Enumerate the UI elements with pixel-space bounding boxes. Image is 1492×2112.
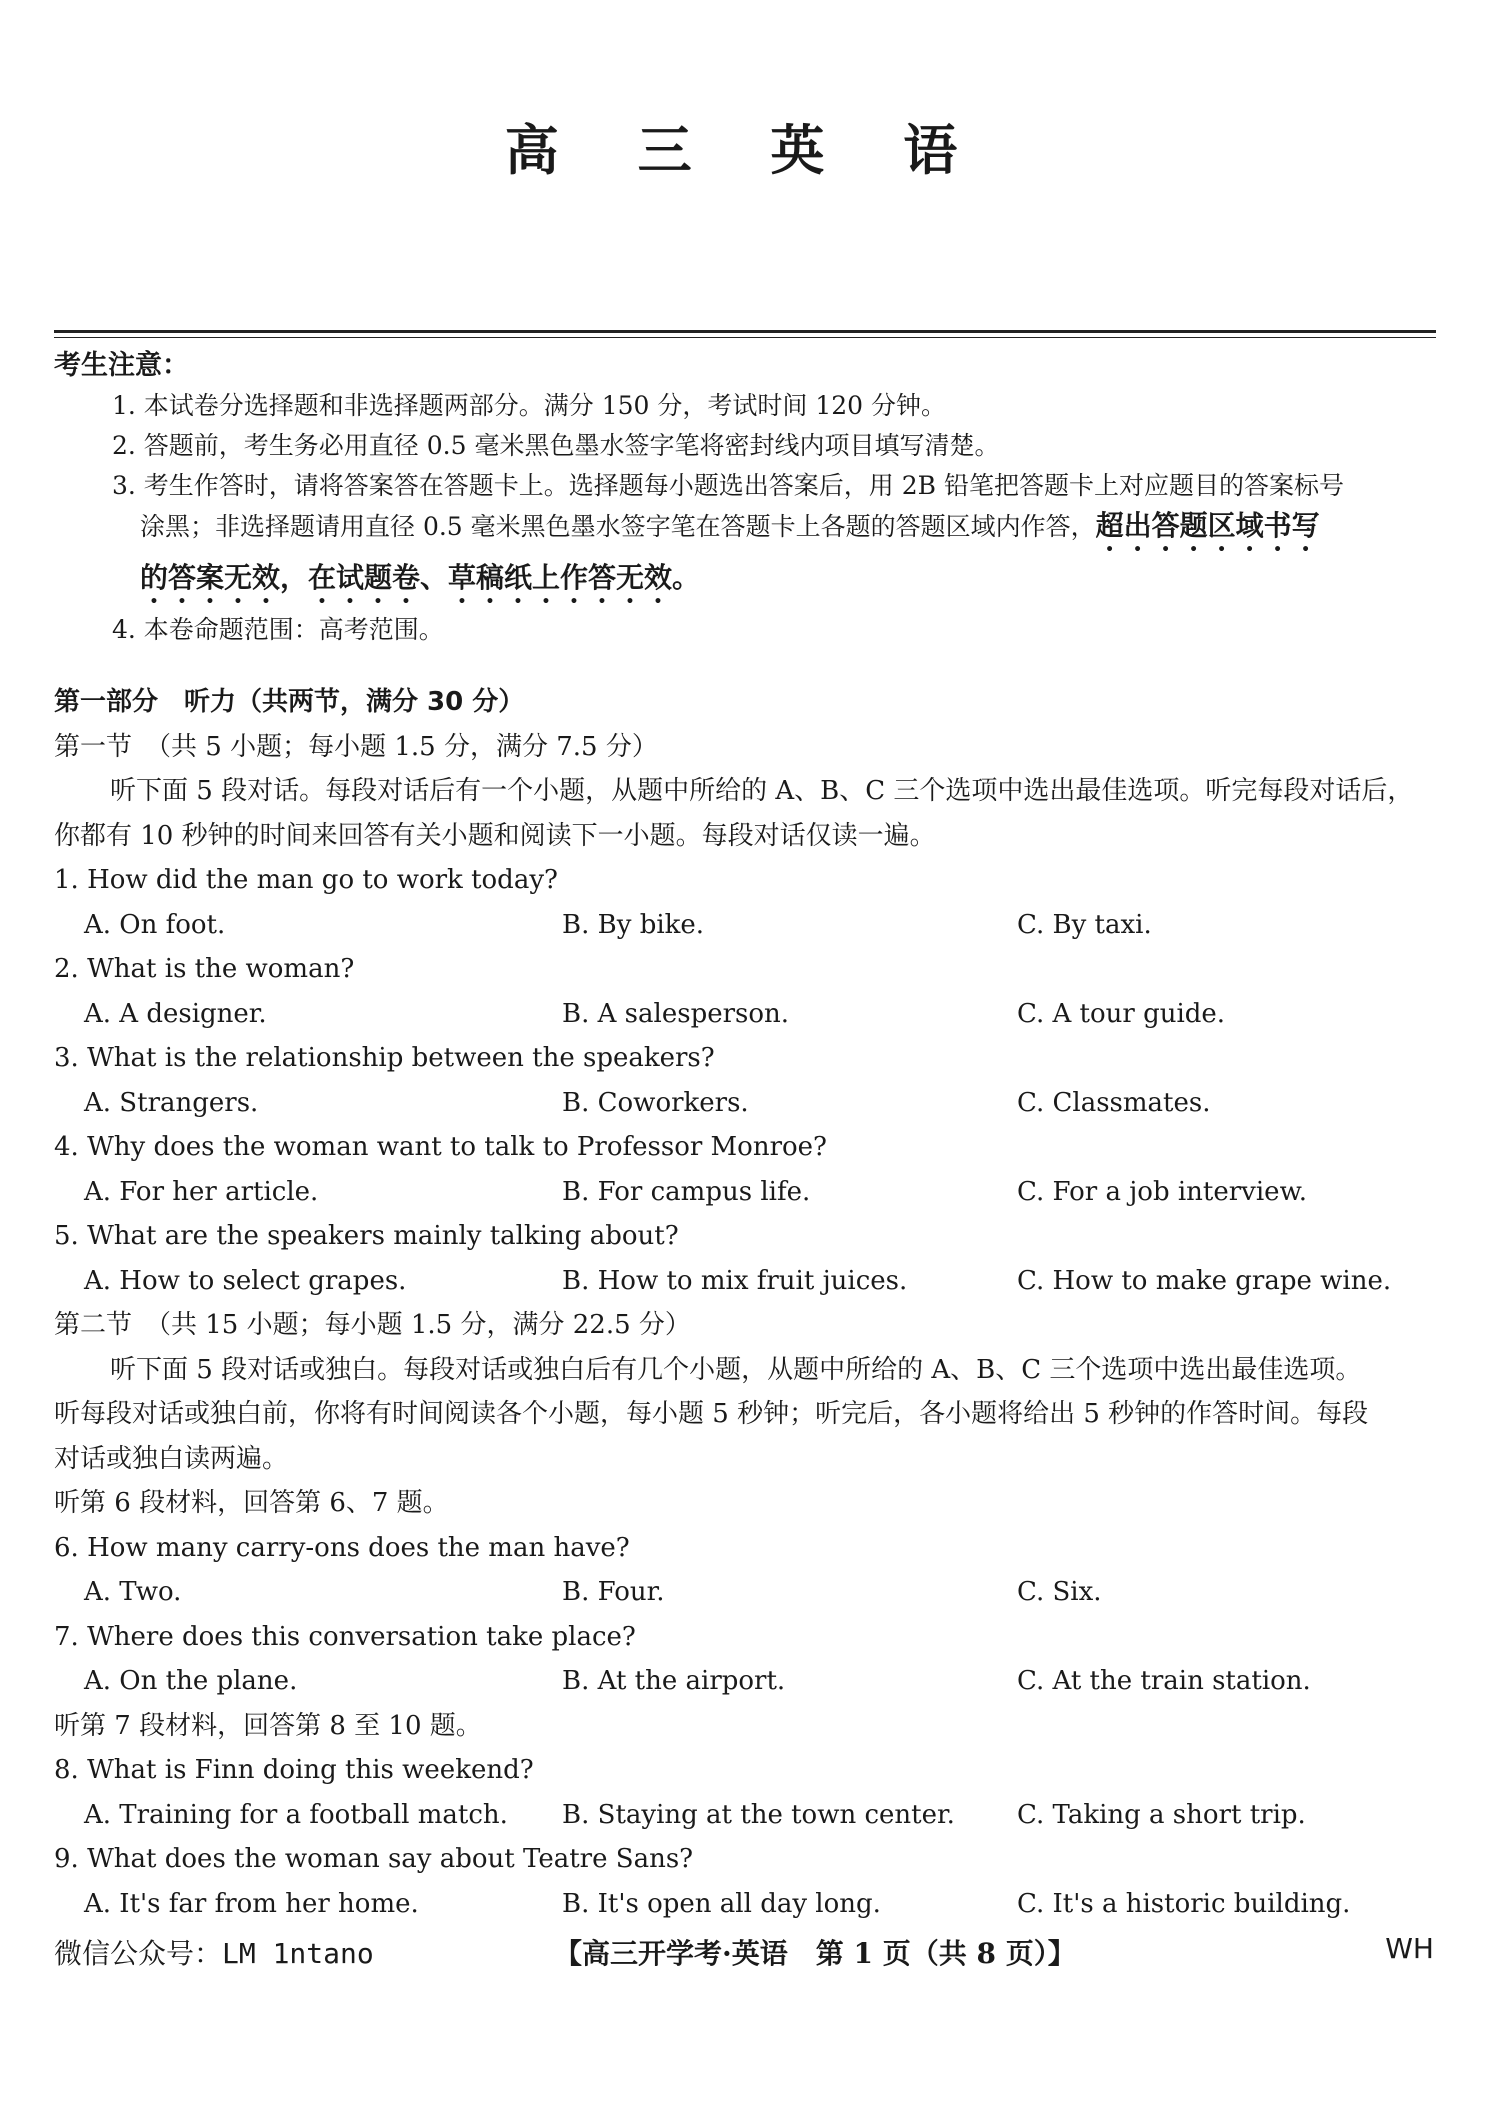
option-a: A. On foot. [84,909,226,940]
question-8 [54,1748,1444,1837]
section2-title: 第二节 （共 15 小题；每小题 1.5 分，满分 22.5 分） [54,1310,691,1340]
notice-item-3-warning-2: 的答案无效，在试题卷、草稿纸上作答无效。 [140,561,701,594]
notice-item-3-cont [54,506,1444,558]
question-text: 4. Why does the woman want to talk to Professor Monroe? [54,1132,827,1162]
options-row [54,903,1444,948]
option-b: B. It's open all day long. [562,1888,881,1919]
options-row [54,1259,1444,1304]
question-7 [54,1615,1444,1704]
material-7-heading: 听第 7 段材料，回答第 8 至 10 题。 [54,1710,482,1741]
question-text: 2. What is the woman? [54,954,355,984]
options-row [54,1882,1444,1927]
notice-item-2: 2. 答题前，考生务必用直径 0.5 毫米黑色墨水签字笔将密封线内项目填写清楚。 [112,431,1000,460]
options-row [54,1570,1444,1615]
question-text: 3. What is the relationship between the speakers? [54,1043,715,1073]
options-row [54,1170,1444,1215]
exam-code: WH [1385,1932,1434,1965]
question-text: 6. How many carry-ons does the man have? [54,1532,630,1563]
question-9 [54,1837,1444,1926]
option-c: C. How to make grape wine. [1017,1265,1392,1296]
page-title: 高 三 英 语 [504,118,988,182]
option-a: A. How to select grapes. [84,1265,407,1296]
question-text: 9. What does the woman say about Teatre Sans? [54,1844,694,1874]
option-c: C. By taxi. [1017,909,1152,940]
option-b: B. A salesperson. [562,998,790,1029]
section1-title: 第一节 （共 5 小题；每小题 1.5 分，满分 7.5 分） [54,731,658,762]
question-3 [54,1036,1444,1125]
option-b: B. At the airport. [562,1666,786,1696]
question-text: 7. Where does this conversation take place? [54,1621,636,1652]
option-c: C. For a job interview. [1017,1176,1307,1207]
page-number-info: 【高三开学考·英语 第 1 页（共 8 页）】 [554,1937,1076,1970]
page-footer [54,1932,1444,1976]
options-row [54,1793,1444,1838]
notice-item-3-cont2 [54,558,1444,610]
option-c: C. Taking a short trip. [1017,1799,1306,1830]
options-row [54,1081,1444,1126]
option-b: B. Coworkers. [562,1087,749,1118]
question-4 [54,1125,1444,1214]
question-5 [54,1214,1444,1303]
option-a: A. A designer. [84,998,267,1029]
notice-item-3-text: 涂黑；非选择题请用直径 0.5 毫米黑色墨水签字笔在答题卡上各题的答题区域内作答， [140,512,1096,541]
options-row [54,992,1444,1037]
option-c: C. At the train station. [1017,1666,1311,1696]
header-rule-thin [54,337,1436,338]
options-row [54,1659,1444,1704]
question-text: 1. How did the man go to work today? [54,865,558,895]
notice-block [54,346,1444,650]
section2-instructions-line1: 听下面 5 段对话或独白。每段对话或独白后有几个小题，从题中所给的 A、B、C 三个选项中选出最佳选项。 [110,1354,1362,1385]
option-a: A. Strangers. [84,1087,259,1118]
option-b: B. By bike. [562,909,705,940]
option-a: A. It's far from her home. [84,1888,419,1919]
notice-item-3-warning: 超出答题区域书写 [1095,509,1320,542]
option-b: B. Staying at the town center. [562,1799,955,1830]
question-6 [54,1526,1444,1615]
option-b: B. For campus life. [562,1176,811,1207]
notice-item-3: 3. 考生作答时，请将答案答在答题卡上。选择题每小题选出答案后，用 2B 铅笔把答题卡上对应题目的答案标号 [112,471,1344,500]
section2-instructions-line3: 对话或独白读两遍。 [54,1443,289,1474]
header-rule-thick [54,330,1436,333]
option-a: A. On the plane. [84,1666,298,1696]
notice-item-1: 1. 本试卷分选择题和非选择题两部分。满分 150 分，考试时间 120 分钟。 [112,391,947,420]
section1-instructions-line1: 听下面 5 段对话。每段对话后有一个小题，从题中所给的 A、B、C 三个选项中选出最佳选项。听完每段对话后， [110,776,1414,806]
option-c: C. A tour guide. [1017,998,1226,1029]
option-b: B. Four. [562,1577,665,1607]
material-6-heading: 听第 6 段材料，回答第 6、7 题。 [54,1488,449,1518]
part1-title: 第一部分 听力（共两节，满分 30 分） [54,687,525,717]
section1-instructions-line2: 你都有 10 秒钟的时间来回答有关小题和阅读下一小题。每段对话仅读一遍。 [54,820,936,851]
option-c: C. It's a historic building. [1017,1888,1351,1919]
question-2 [54,947,1444,1036]
notice-heading: 考生注意： [54,350,189,381]
question-text: 5. What are the speakers mainly talking about? [54,1221,679,1251]
option-b: B. How to mix fruit juices. [562,1265,908,1296]
exam-body [54,680,1444,1926]
question-text: 8. What is Finn doing this weekend? [54,1755,534,1785]
section2-instructions-line2: 听每段对话或独白前，你将有时间阅读各个小题，每小题 5 秒钟；听完后，各小题将给出 5 秒钟的作答时间。每段 [54,1399,1369,1429]
option-a: A. Training for a football match. [84,1799,508,1830]
wechat-account: 微信公众号：LM 1ntano [54,1937,374,1970]
option-c: C. Six. [1017,1577,1102,1607]
option-a: A. For her article. [84,1176,319,1207]
question-1 [54,858,1444,947]
option-c: C. Classmates. [1017,1087,1211,1118]
notice-item-4: 4. 本卷命题范围：高考范围。 [112,615,444,644]
option-a: A. Two. [84,1577,182,1607]
